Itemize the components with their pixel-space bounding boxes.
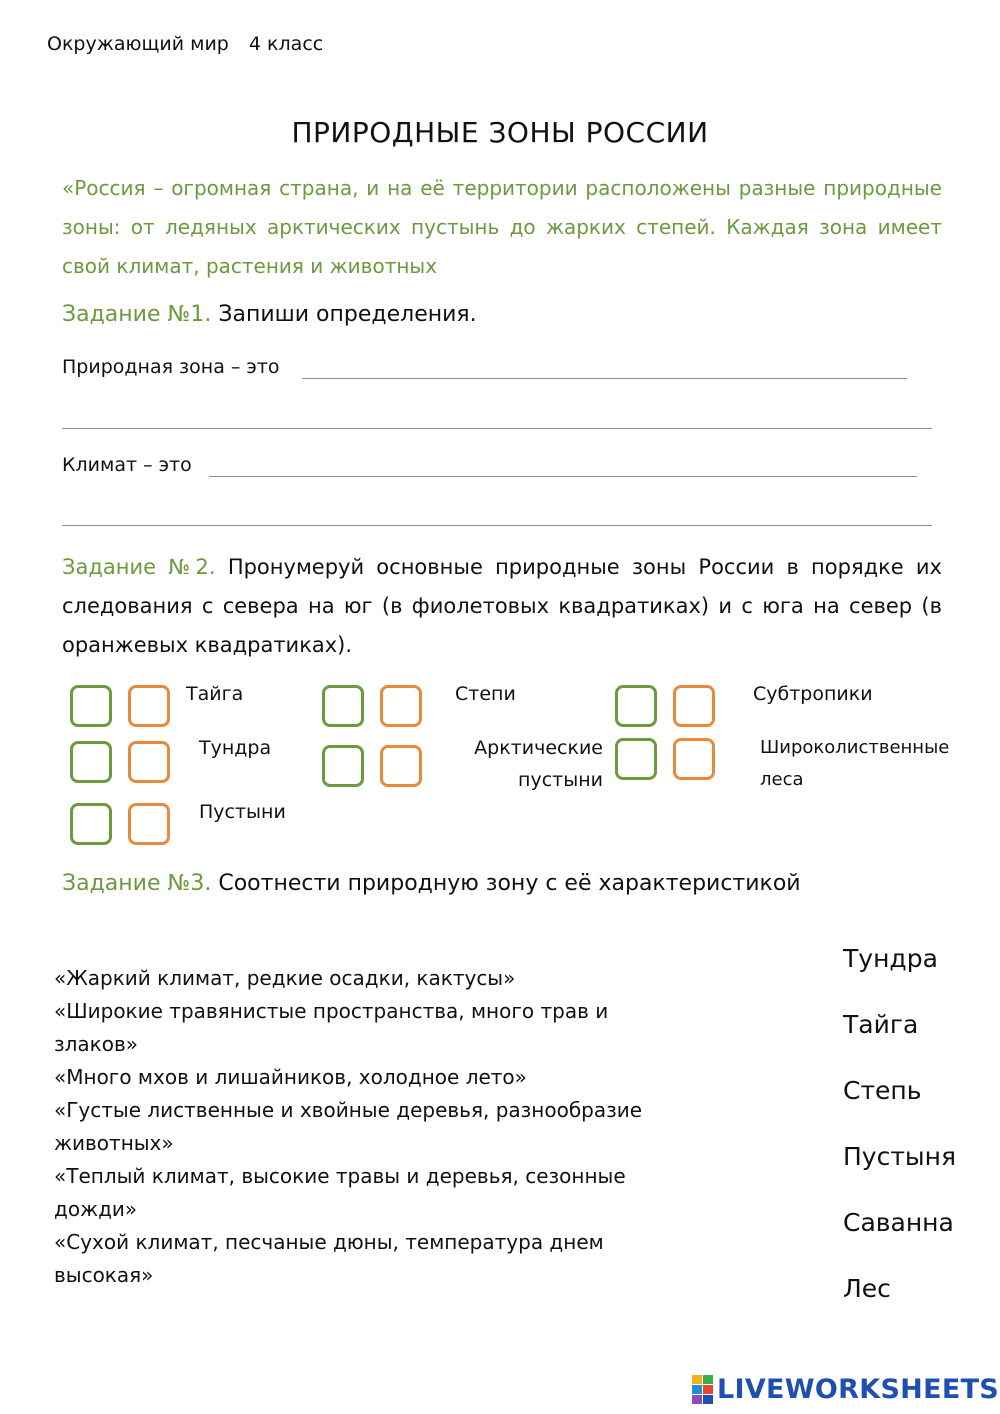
zone-tundra-label: Тундра xyxy=(199,737,272,759)
answer-option-savanna[interactable]: Саванна xyxy=(843,1208,954,1237)
page-title: ПРИРОДНЫЕ ЗОНЫ РОССИИ xyxy=(291,116,709,149)
description-line[interactable]: животных» xyxy=(54,1131,174,1155)
task3-instruction: Соотнести природную зону с её характеристикой xyxy=(218,871,801,896)
zone-taiga-label: Тайга xyxy=(186,683,244,705)
answer-line-climate[interactable] xyxy=(209,476,917,477)
subject-label: Окружающий мир xyxy=(47,33,229,55)
task3-number: Задание №3. xyxy=(62,871,212,896)
south-north-box-deserts[interactable] xyxy=(128,803,170,845)
task1-instruction: Запиши определения. xyxy=(218,302,477,327)
north-south-box-subtropics[interactable] xyxy=(615,685,657,727)
liveworksheets-logo xyxy=(692,1373,999,1405)
north-south-box-broadleaf[interactable] xyxy=(615,738,657,780)
zone-subtropics-label: Субтропики xyxy=(753,683,873,705)
zone-deserts-label: Пустыни xyxy=(199,801,286,823)
definition-climate-label: Климат – это xyxy=(62,454,192,476)
definition-nature-zone-label: Природная зона – это xyxy=(62,356,280,378)
task2-number: Задание №2. xyxy=(62,555,216,579)
description-line[interactable]: высокая» xyxy=(54,1263,154,1287)
north-south-box-arctic[interactable] xyxy=(322,745,364,787)
north-south-box-taiga[interactable] xyxy=(70,685,112,727)
south-north-box-broadleaf[interactable] xyxy=(673,738,715,780)
task1-heading xyxy=(62,302,477,327)
north-south-box-tundra[interactable] xyxy=(70,741,112,783)
answer-option-tundra[interactable]: Тундра xyxy=(843,944,938,973)
zone-broadleaf-label: Широколиственные леса xyxy=(760,737,950,790)
south-north-box-tundra[interactable] xyxy=(128,741,170,783)
north-south-box-steppes[interactable] xyxy=(322,685,364,727)
task2-heading xyxy=(62,548,942,665)
answer-line-climate-2[interactable] xyxy=(62,525,932,526)
answer-line-nature-zone-2[interactable] xyxy=(62,428,932,429)
answer-option-steppe[interactable]: Степь xyxy=(843,1076,922,1105)
north-south-box-deserts[interactable] xyxy=(70,803,112,845)
zone-steppes-label: Степи xyxy=(455,683,516,705)
description-line[interactable]: дожди» xyxy=(54,1197,138,1221)
answer-option-forest[interactable]: Лес xyxy=(843,1274,891,1303)
description-line[interactable]: «Густые лиственные и хвойные деревья, разнообразие xyxy=(54,1098,643,1122)
description-line[interactable]: «Много мхов и лишайников, холодное лето» xyxy=(54,1065,527,1089)
answer-option-desert[interactable]: Пустыня xyxy=(843,1142,957,1171)
description-line[interactable]: злаков» xyxy=(54,1032,139,1056)
answer-line-nature-zone[interactable] xyxy=(302,378,907,379)
zone-arctic-label: Арктические пустыни xyxy=(474,737,603,791)
south-north-box-steppes[interactable] xyxy=(380,685,422,727)
description-line[interactable]: «Теплый климат, высокие травы и деревья, сезонные xyxy=(54,1164,626,1188)
header xyxy=(47,33,323,55)
task2-instruction: Пронумеруй основные природные зоны России в порядке их следования с севера на юг (в фиолетовых квадратиках) и с юга на север (в оранжевых квадратиках). xyxy=(62,555,942,657)
task3-heading xyxy=(62,871,801,896)
south-north-box-taiga[interactable] xyxy=(128,685,170,727)
south-north-box-arctic[interactable] xyxy=(380,745,422,787)
intro-text: «Россия – огромная страна, и на её территории расположены разные природные зоны: от ледяных арктических пустынь до жарких степей. Каждая зона имеет свой климат, растения и животных xyxy=(62,176,942,278)
grade-label: 4 класс xyxy=(248,33,324,55)
answer-option-taiga[interactable]: Тайга xyxy=(843,1010,919,1039)
task1-number: Задание №1. xyxy=(62,302,212,327)
description-line[interactable]: «Широкие травянистые пространства, много трав и xyxy=(54,999,609,1023)
description-line[interactable]: «Жаркий климат, редкие осадки, кактусы» xyxy=(54,966,516,990)
south-north-box-subtropics[interactable] xyxy=(673,685,715,727)
brand-name: LIVEWORKSHEETS xyxy=(717,1373,1000,1405)
description-line[interactable]: «Сухой климат, песчаные дюны, температура днем xyxy=(54,1230,604,1254)
liveworksheets-logo-icon xyxy=(692,1375,714,1403)
